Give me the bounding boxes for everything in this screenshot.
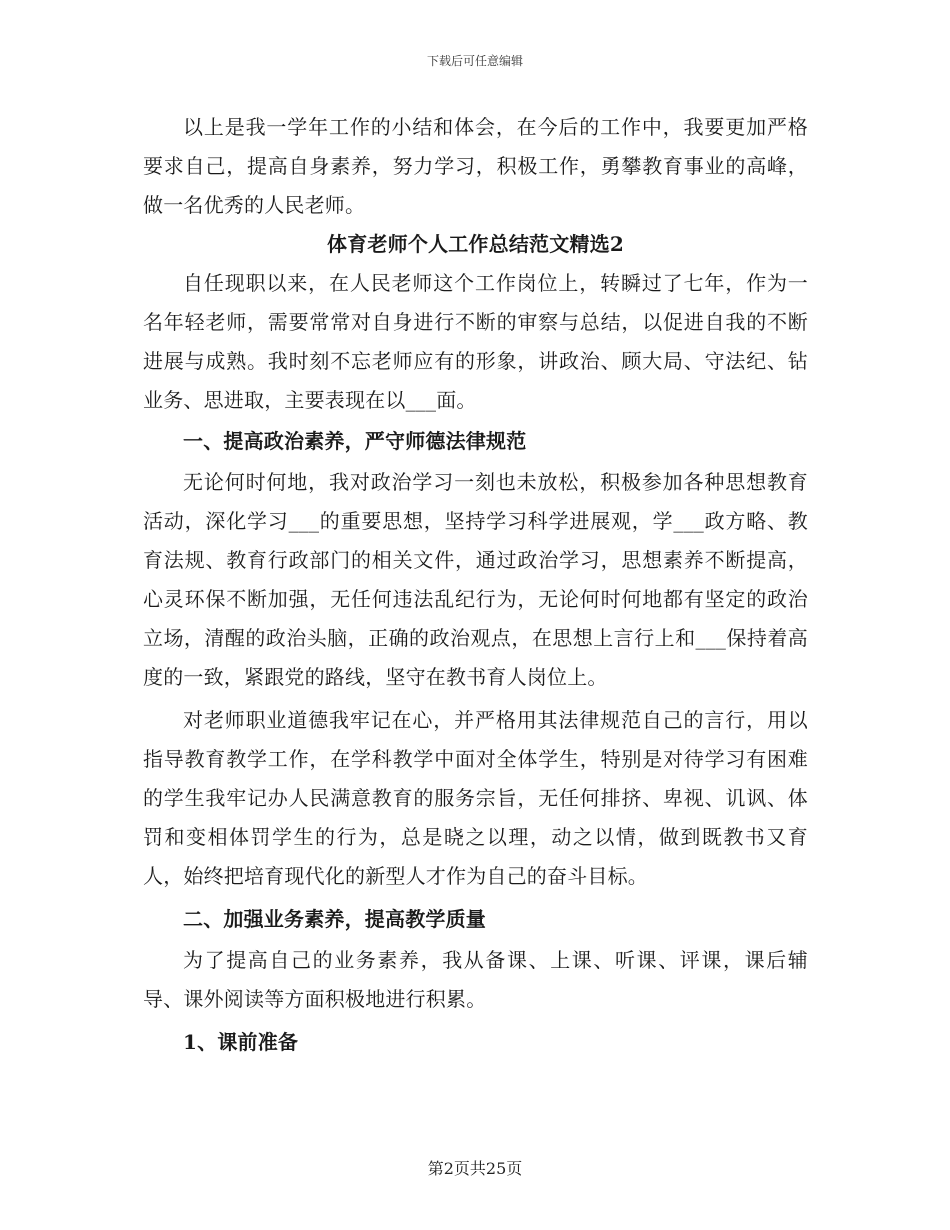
page-number: 第2页共25页: [427, 1159, 523, 1178]
page-header: 下载后可任意编辑: [426, 54, 523, 68]
paragraph-professional-ethics: 对老师职业道德我牢记在心，并严格用其法律规范自己的言行，用以指导教育教学工作，在学科教学中面对全体学生，特别是对待学习有困难的学生我牢记办人民满意教育的服务宗旨，无任何排挤、卑视、讥讽、体罚和变相体罚学生的行为，总是晓之以理，动之以情，做到既教书又育人，始终把培育现代化的新型人才作为自己的奋斗目标。: [143, 708, 808, 888]
heading-business-quality: 二、加强业务素养，提高教学质量: [183, 907, 486, 931]
section-title: 体育老师个人工作总结范文精选2: [327, 232, 624, 256]
heading-lesson-preparation: 1、课前准备: [183, 1030, 299, 1054]
paragraph-political-study: 无论何时何地，我对政治学习一刻也未放松，积极参加各种思想教育活动，深化学习___的重要思想，坚持学习科学进展观，学___政方略、教育法规、教育行政部门的相关文件，通过政治学习，思想素养不断提高，心灵环保不断加强，无任何违法乱纪行为，无论何时何地都有坚定的政治立场，清醒的政治头脑，正确的政治观点，在思想上言行上和___保持着高度的一致，紧跟党的路线，坚守在教书育人岗位上。: [143, 470, 808, 689]
document-body: [143, 108, 808, 1064]
paragraph-closing: 以上是我一学年工作的小结和体会，在今后的工作中，我要更加严格要求自己，提高自身素养，努力学习，积极工作，勇攀教育事业的高峰，做一名优秀的人民老师。: [143, 115, 808, 217]
paragraph-intro: 自任现职以来，在人民老师这个工作岗位上，转瞬过了七年，作为一名年轻老师，需要常常对自身进行不断的审察与总结，以促进自我的不断进展与成熟。我时刻不忘老师应有的形象，讲政治、顾大局、守法纪、钻业务、思进取，主要表现在以___面。: [143, 271, 808, 412]
heading-political-quality: 一、提高政治素养，严守师德法律规范: [183, 429, 527, 453]
paragraph-business-improvement: 为了提高自己的业务素养，我从备课、上课、听课、评课，课后辅导、课外阅读等方面积极地进行积累。: [143, 948, 808, 1011]
